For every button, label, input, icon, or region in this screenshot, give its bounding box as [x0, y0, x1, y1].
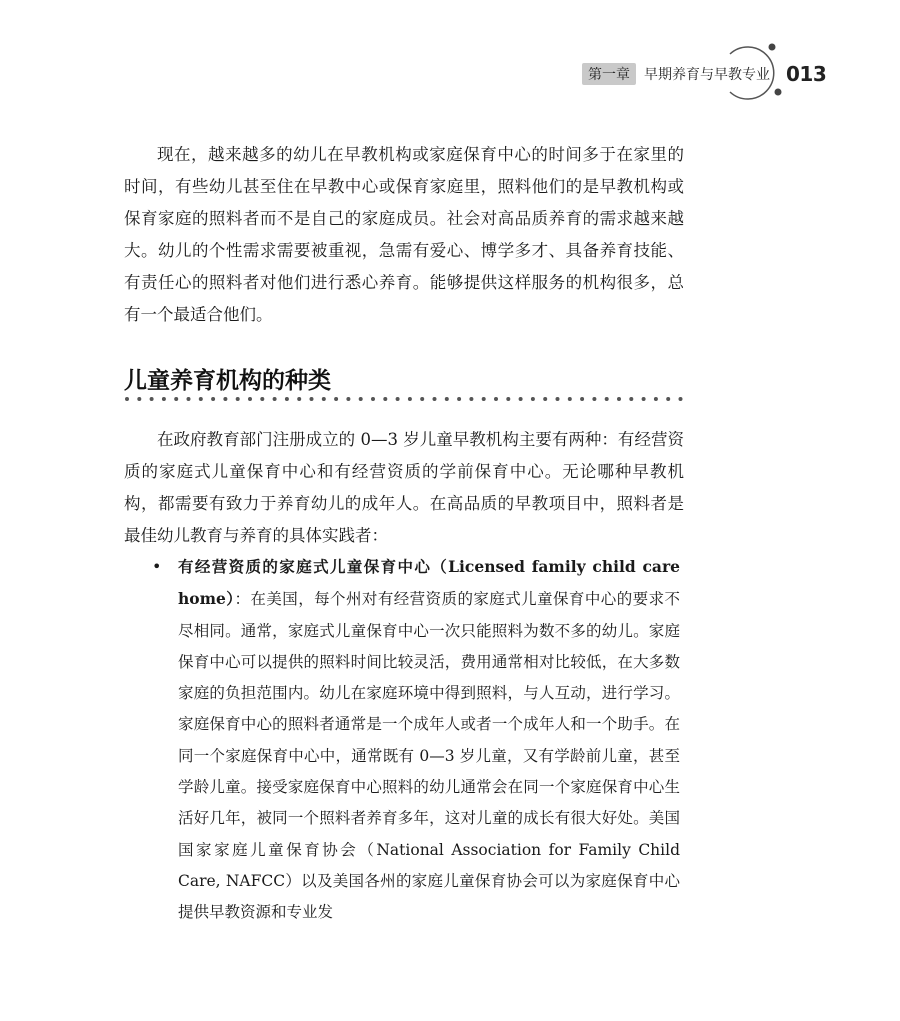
page-number: 013	[786, 62, 827, 86]
running-header	[582, 62, 826, 86]
section-heading: 儿童养育机构的种类	[124, 368, 331, 394]
bullet-body	[160, 551, 680, 929]
section-paragraph: 在政府教育部门注册成立的 0—3 岁儿童早教机构主要有两种：有经营资质的家庭式儿童保育中心和有经营资质的学前保育中心。无论哪种早教机构，都需要有致力于养育幼儿的成年人。在高品质的早教项目中，照料者是最佳幼儿教育与养育的具体实践者：	[124, 430, 684, 545]
bullet-item-family-child-care	[152, 551, 680, 929]
chapter-title: 早期养育与早教专业	[644, 67, 770, 83]
intro-paragraph: 现在，越来越多的幼儿在早教机构或家庭保育中心的时间多于在家里的时间，有些幼儿甚至住在早教中心或保育家庭里，照料他们的是早教机构或保育家庭的照料者而不是自己的家庭成员。社会对高品质养育的需求越来越大。幼儿的个性需求需要被重视，急需有爱心、博学多才、具备养育技能、有责任心的照料者对他们进行悉心养育。能够提供这样服务的机构很多，总有一个最适合他们。	[124, 145, 684, 324]
bullet-marker: •	[152, 557, 162, 576]
header-arc-ornament	[722, 42, 784, 104]
dotted-divider	[124, 396, 684, 402]
chapter-label: 第一章	[582, 63, 636, 85]
bullet-term: 有经营资质的家庭式儿童保育中心（Licensed family child care home）	[178, 557, 680, 609]
bullet-description: ：在美国，每个州对有经营资质的家庭式儿童保育中心的要求不尽相同。通常，家庭式儿童保育中心一次只能照料为数不多的幼儿。家庭保育中心可以提供的照料时间比较灵活，费用通常相对比较低，在大多数家庭的负担范围内。幼儿在家庭环境中得到照料，与人互动，进行学习。家庭保育中心的照料者通常是一个成年人或者一个成年人和一个助手。在同一个家庭保育中心中，通常既有 0—3 岁儿童，又有学龄前儿童，甚至学龄儿童。接受家庭保育中心照料的幼儿通常会在同一个家庭保育中心生活好几年，被同一个照料者养育多年，这对儿童的成长有很大好处。美国国家家庭儿童保育协会（National Association for Family Child Care, NAFCC）以及美国各州的家庭儿童保育协会可以为家庭保育中心提供早教资源和专业发	[178, 590, 680, 922]
